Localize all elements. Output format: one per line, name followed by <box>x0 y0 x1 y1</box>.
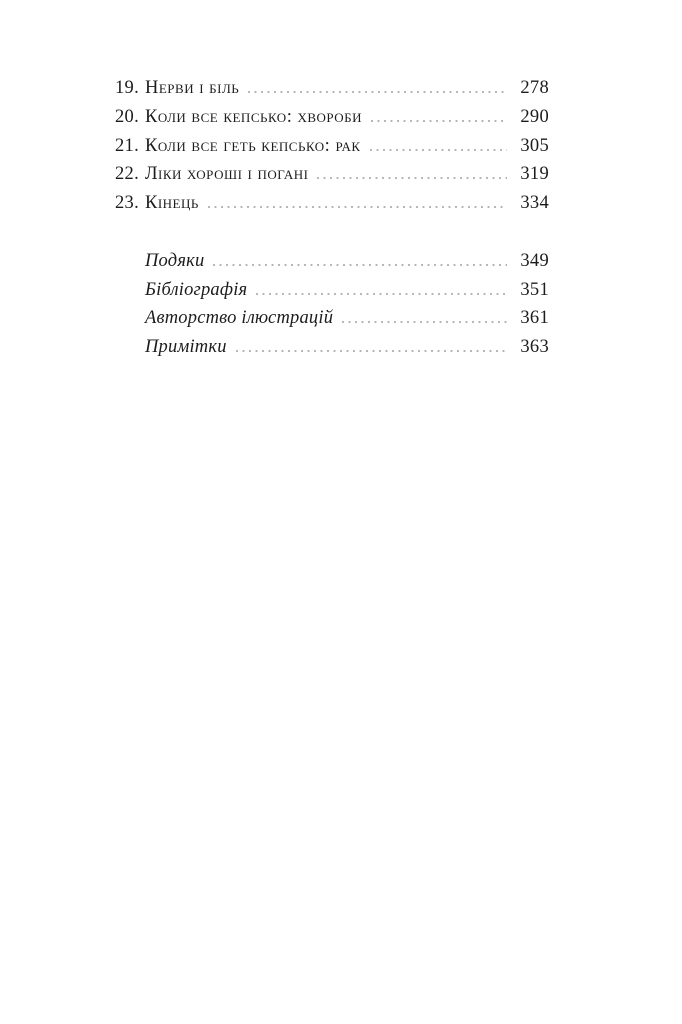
page-number: 361 <box>520 308 549 329</box>
chapter-number: 22. <box>115 164 140 185</box>
toc-entry[interactable] <box>115 189 549 218</box>
page-number: 334 <box>520 193 549 213</box>
back-matter-title: Бібліографія <box>145 279 248 300</box>
page-number: 363 <box>520 337 549 357</box>
dot-leader <box>236 350 507 352</box>
chapter-title: Ліки хороші і погані <box>145 164 309 185</box>
dot-leader <box>371 120 507 122</box>
dot-leader <box>256 293 507 295</box>
chapter-number: 23. <box>115 193 140 213</box>
toc-entry[interactable] <box>115 276 549 305</box>
back-matter-title: Авторство ілюстрацій <box>145 308 334 329</box>
chapter-title: Кінець <box>145 193 199 213</box>
page-number: 290 <box>520 106 549 127</box>
page-number: 278 <box>520 78 549 98</box>
section-divider-gap <box>115 218 549 247</box>
toc-entry[interactable] <box>115 74 549 103</box>
page-number: 349 <box>520 250 549 271</box>
toc-entry[interactable] <box>115 132 549 161</box>
chapter-list <box>115 74 549 218</box>
page-number: 305 <box>520 135 549 156</box>
chapter-number: 19. <box>115 78 140 98</box>
page-number: 319 <box>520 164 549 185</box>
chapter-title: Нерви і біль <box>145 78 240 98</box>
back-matter-list <box>115 247 549 362</box>
toc-entry[interactable] <box>115 333 549 362</box>
dot-leader <box>317 177 507 179</box>
toc-entry[interactable] <box>115 247 549 276</box>
back-matter-title: Примітки <box>145 337 227 357</box>
chapter-title: Коли все кепсько: хвороби <box>145 106 363 127</box>
page-number: 351 <box>520 279 549 300</box>
dot-leader <box>370 149 507 151</box>
dot-leader <box>208 206 507 208</box>
toc-entry[interactable] <box>115 304 549 333</box>
chapter-number: 21. <box>115 135 140 156</box>
dot-leader <box>248 91 507 93</box>
toc-entry[interactable] <box>115 160 549 189</box>
back-matter-title: Подяки <box>145 250 205 271</box>
dot-leader <box>342 321 507 323</box>
chapter-number: 20. <box>115 106 140 127</box>
table-of-contents <box>115 74 549 362</box>
toc-entry[interactable] <box>115 103 549 132</box>
chapter-title: Коли все геть кепсько: рак <box>145 135 361 156</box>
dot-leader <box>213 264 507 266</box>
